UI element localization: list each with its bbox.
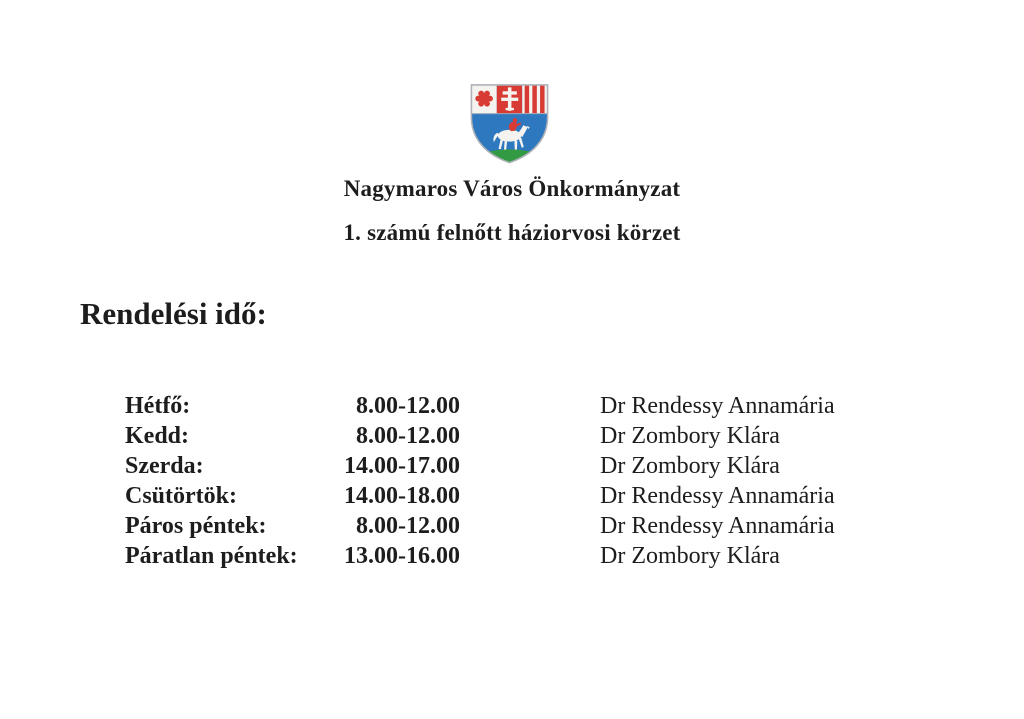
schedule-row <box>125 511 905 541</box>
doctor-name: Dr Rendessy Annamária <box>600 393 835 419</box>
time-range: 14.00-18.00 <box>344 483 460 509</box>
schedule-row <box>125 421 905 451</box>
schedule-row <box>125 541 905 571</box>
schedule-table <box>125 391 905 571</box>
org-name-title: Nagymaros Város Önkormányzat <box>343 176 681 201</box>
schedule-row <box>125 391 905 421</box>
section-heading-office-hours: Rendelési idő: <box>80 296 267 331</box>
time-range: 8.00-12.00 <box>356 513 460 539</box>
doctor-name: Dr Rendessy Annamária <box>600 483 835 509</box>
schedule-row <box>125 451 905 481</box>
doctor-name: Dr Zombory Klára <box>600 423 780 449</box>
time-range: 13.00-16.00 <box>344 543 460 569</box>
day-label: Páros péntek: <box>125 513 267 539</box>
doctor-name: Dr Zombory Klára <box>600 453 780 479</box>
time-range: 8.00-12.00 <box>356 423 460 449</box>
city-coat-of-arms-icon <box>468 82 551 166</box>
time-range: 8.00-12.00 <box>356 393 460 419</box>
day-label: Páratlan péntek: <box>125 543 298 569</box>
district-subtitle: 1. számú felnőtt háziorvosi körzet <box>343 220 681 245</box>
day-label: Hétfő: <box>125 393 191 419</box>
day-label: Csütörtök: <box>125 483 237 509</box>
schedule-row <box>125 481 905 511</box>
day-label: Kedd: <box>125 423 190 449</box>
doctor-name: Dr Rendessy Annamária <box>600 513 835 539</box>
doctor-name: Dr Zombory Klára <box>600 543 780 569</box>
day-label: Szerda: <box>125 453 204 479</box>
time-range: 14.00-17.00 <box>344 453 460 479</box>
